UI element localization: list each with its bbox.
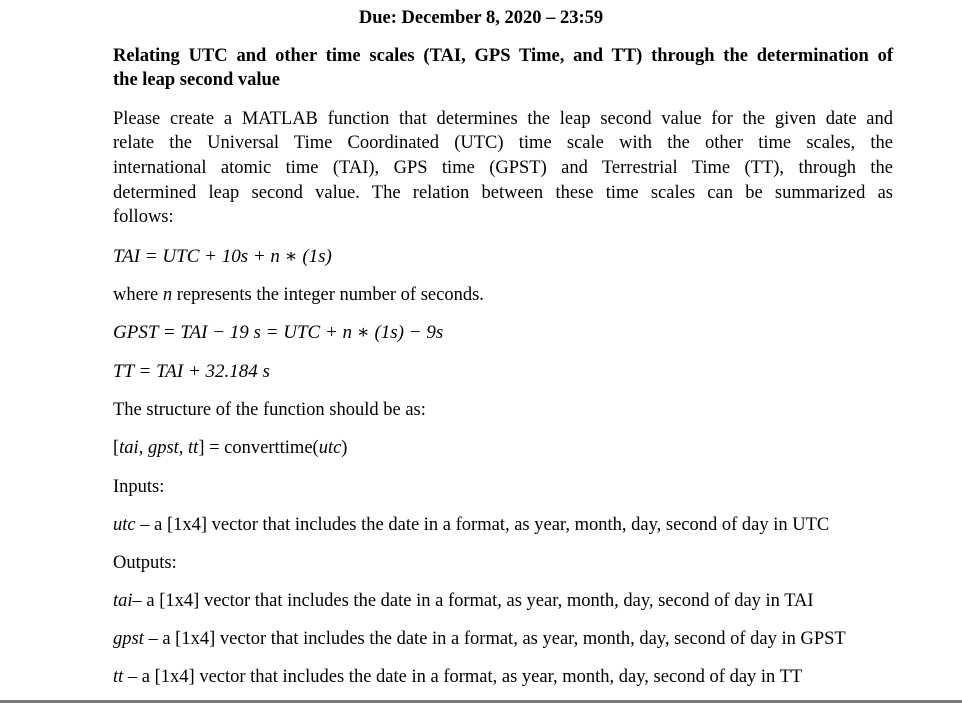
output-item-tt [113,666,802,688]
function-signature [113,437,347,459]
output-item-tai [113,590,814,612]
outputs-label: Outputs: [113,553,177,573]
equation-tai: TAI = UTC + 10s + n ∗ (1s) [113,246,332,267]
signature-mid: ] = converttime( [198,438,319,458]
inputs-label: Inputs: [113,477,165,497]
where-n-before: where [113,285,163,305]
output-item-desc: – a [1x4] vector that includes the date in a format, as year, month, day, second of day in GPST [143,629,846,649]
signature-open: [ [113,438,120,458]
signature-close: ) [341,438,348,458]
equation-gpst: GPST = TAI − 19 s = UTC + n ∗ (1s) − 9s [113,322,444,343]
due-date: Due: December 8, 2020 – 23:59 [358,8,604,28]
heading-line-1: Relating UTC and other time scales (TAI, GPS Time, and TT) through the determination of [113,46,893,66]
output-item-desc: – a [1x4] vector that includes the date in a format, as year, month, day, second of day in TAI [132,591,814,611]
equation-tt: TT = TAI + 32.184 s [113,361,270,382]
where-n-var: n [162,285,173,305]
input-item-name: utc [113,515,136,535]
intro-line-2: relate the Universal Time Coordinated (UTC) time scale with the other time scales, the [113,133,893,153]
heading-line-2: the leap second value [113,70,281,90]
intro-line-1: Please create a MATLAB function that determines the leap second value for the given date and [113,109,893,129]
output-item-name: tt [113,667,124,687]
input-item-utc [113,514,829,536]
signature-outputs: tai, gpst, tt [119,438,199,458]
output-item-name: gpst [113,629,144,649]
intro-line-5: follows: [113,207,174,227]
structure-text: The structure of the function should be as: [113,400,426,420]
intro-line-3: international atomic time (TAI), GPS time (GPST) and Terrestrial Time (TT), through the [113,158,893,178]
output-item-desc: – a [1x4] vector that includes the date in a format, as year, month, day, second of day in TT [123,667,803,687]
where-n-after: represents the integer number of seconds. [172,285,484,305]
signature-input: utc [318,438,342,458]
input-item-desc: – a [1x4] vector that includes the date in a format, as year, month, day, second of day in UTC [135,515,830,535]
output-item-gpst [113,628,846,650]
output-item-name: tai [113,591,133,611]
where-n-text [113,284,484,306]
intro-line-4: determined leap second value. The relation between these time scales can be summarized as [113,183,893,203]
